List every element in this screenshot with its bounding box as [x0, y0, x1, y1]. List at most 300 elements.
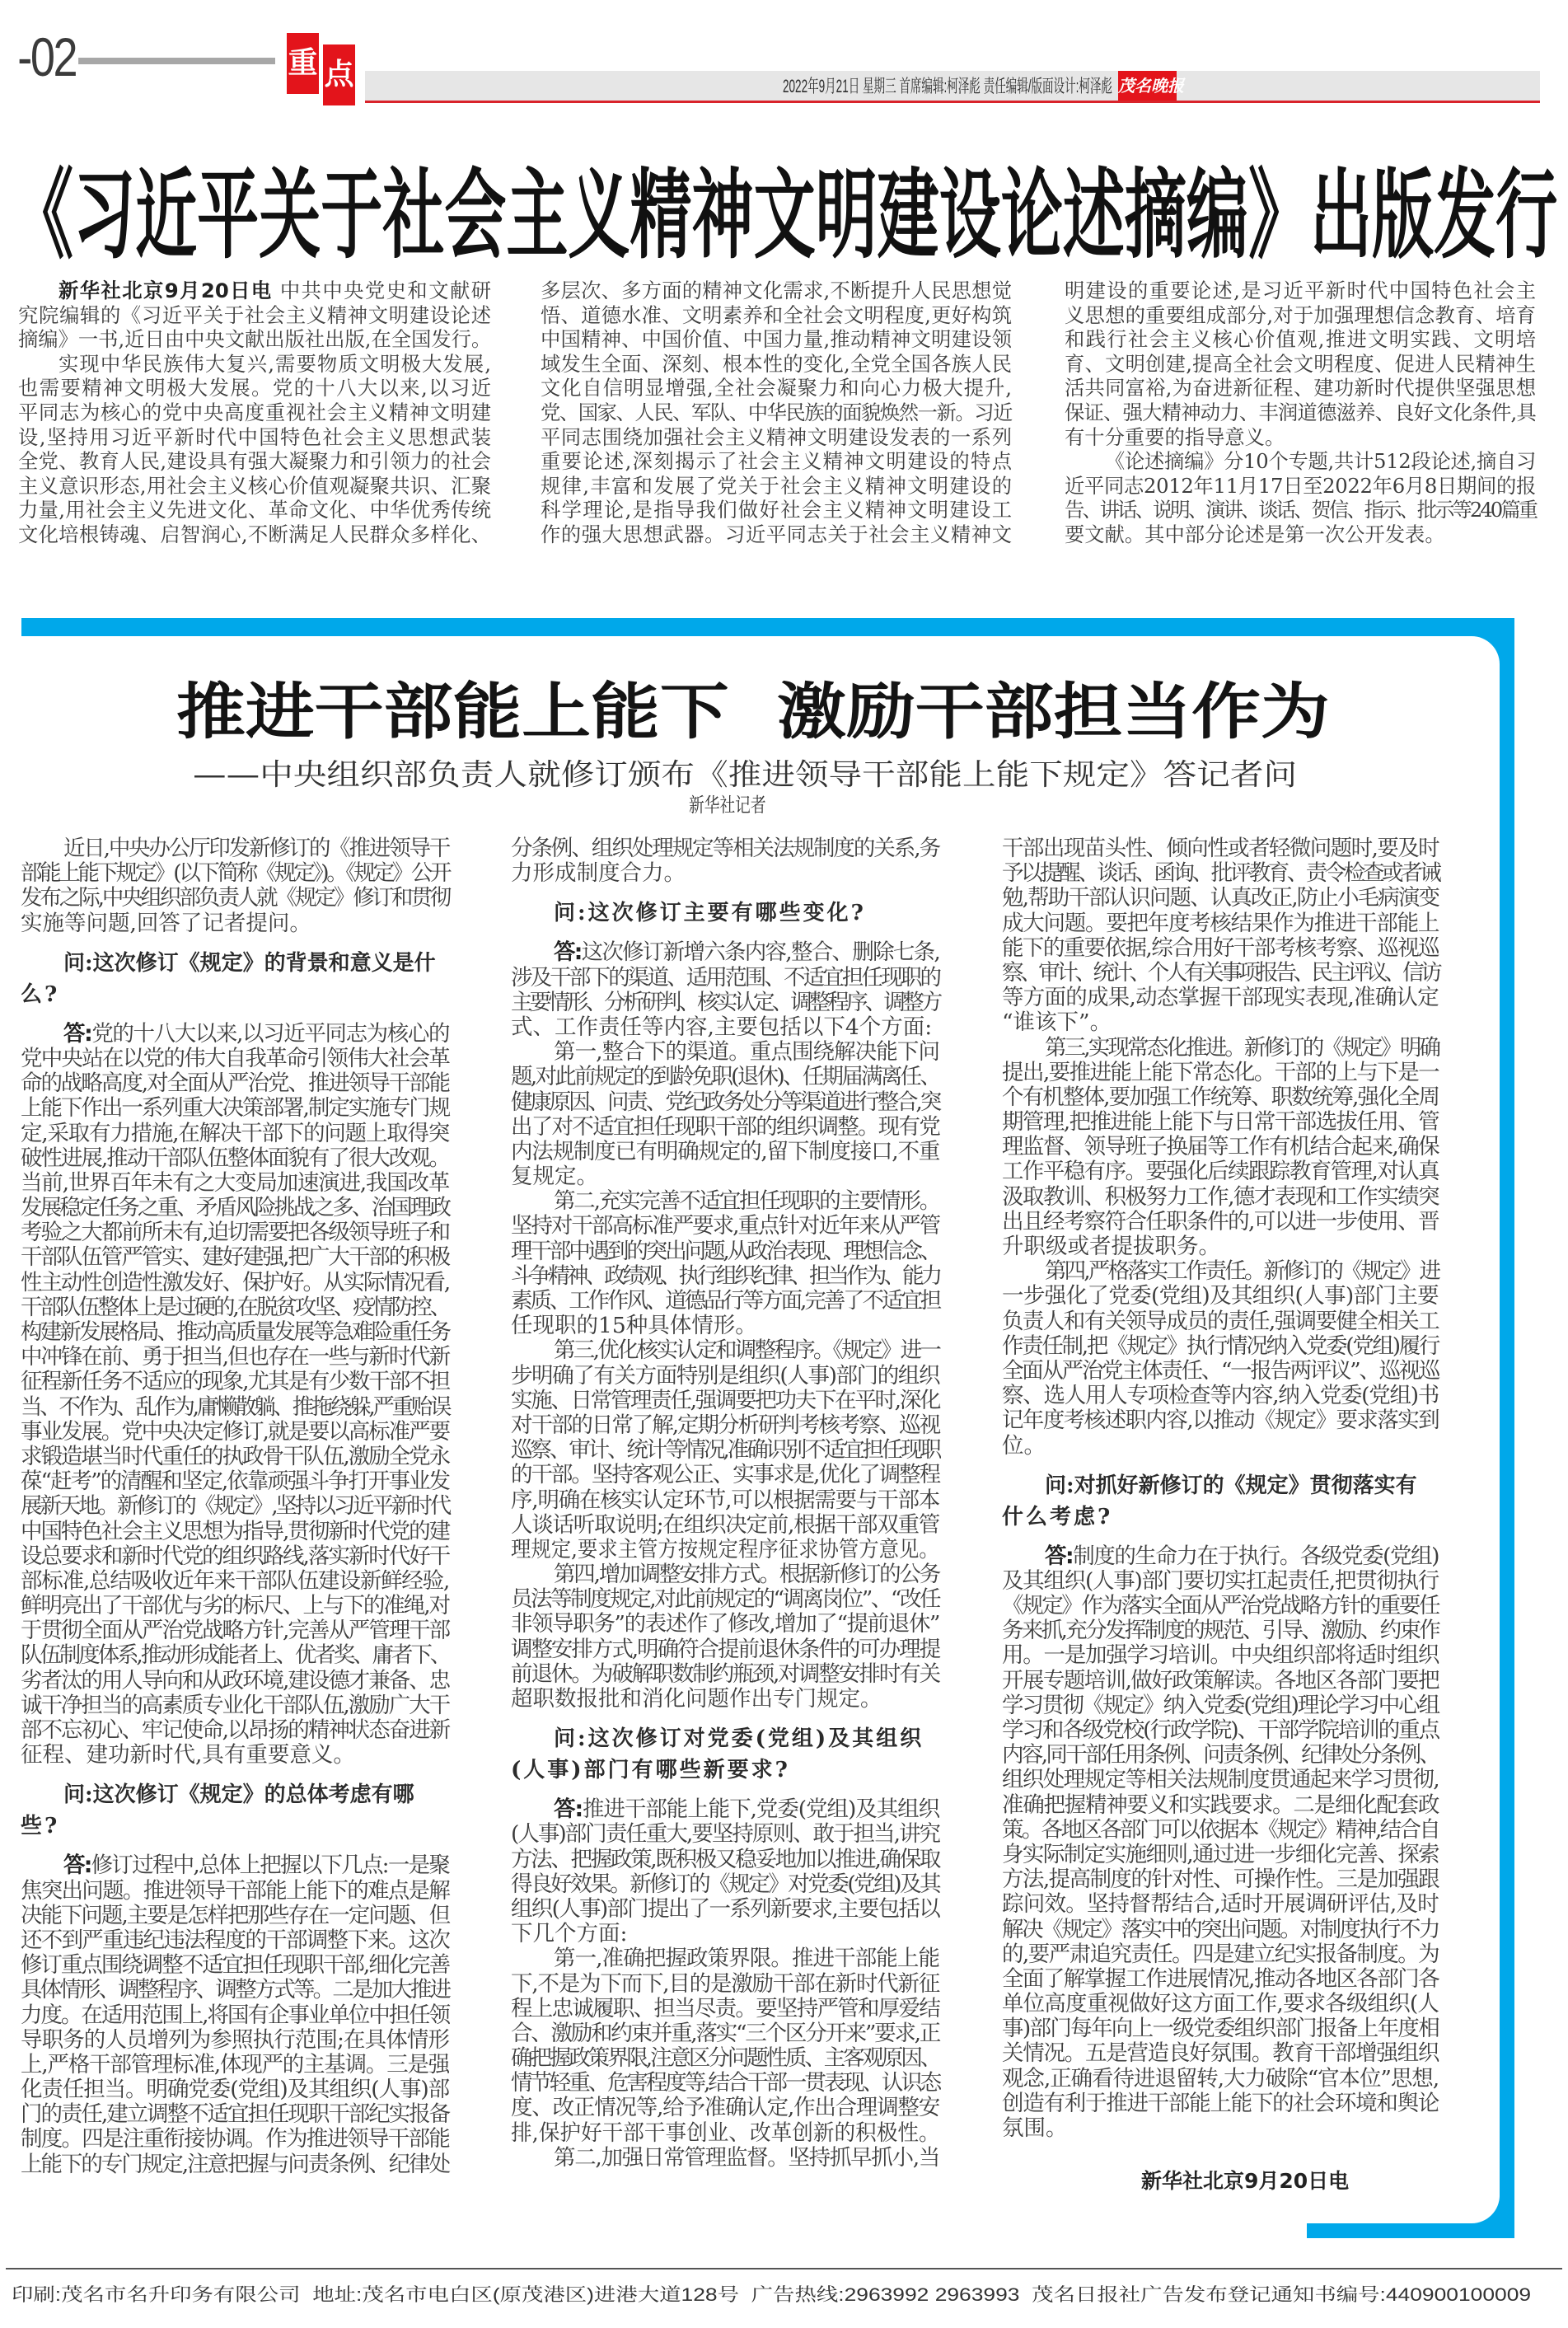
text-line-content: 得良好效果。新修订的《规定》对党委(党组)及其: [511, 1871, 939, 1897]
text-line-content: 保证、强大精神动力、丰润道德滋养、良好文化条件,具: [1065, 400, 1536, 424]
text-line-content: 任现职的15种具体情形。: [511, 1313, 757, 1339]
text-line-content: 导职务的人员增列为参照执行范围;在具体情形: [21, 2026, 449, 2053]
text-line-content: 制度的生命力在于执行。各级党委(党组): [1073, 1543, 1439, 1569]
text-line-content: 事业发展。党中央决定修订,就是要以高标准严要: [21, 1418, 449, 1445]
text-line-content: 负责人和有关领导成员的责任,强调要健全相关工: [1002, 1308, 1439, 1334]
text-line-content: 勉,帮助干部认识问题、认真改正,防止小毛病演变: [1002, 885, 1439, 911]
text-line: [1065, 425, 1536, 450]
text-line: [511, 1897, 939, 1922]
text-line: [18, 279, 491, 303]
paragraph-gap: [511, 886, 939, 897]
text-line-content: 情节轻重、危害程度等,结合干部一贯表现、认识态: [511, 2070, 939, 2096]
text-line-content: 组织(人事)部门提出了一系列新要求,主要包括以: [511, 1895, 939, 1922]
text-line: [1002, 1594, 1439, 1618]
text-line: [511, 1214, 939, 1239]
text-line: [541, 522, 1012, 547]
text-line: [541, 376, 1012, 400]
text-line-content: 展新天地。新修订的《规定》,坚持以习近平新时代: [21, 1493, 449, 1520]
text-line-content: 近日,中央办公厅印发新修订的《推进领导干: [63, 836, 449, 861]
text-line-content: 诚干净担当的高素质专业化干部队伍,激励广大干: [21, 1692, 449, 1718]
text-line-content: 《论述摘编》分10个专题,共计512段论述,摘自习: [1105, 449, 1536, 474]
text-line-content: 一步强化了党委(党组)及其组织(人事)部门主要: [1002, 1283, 1439, 1309]
text-line-content: 多层次、多方面的精神文化需求,不断提升人民思想觉: [541, 279, 1012, 302]
text-line: [1065, 327, 1536, 352]
text-line-content: 前退休。为破解职数制约瓶颈,对调整安排时有关: [511, 1661, 939, 1687]
text-line-content: 第三,优化核实认定和调整程序。《规定》进一: [554, 1337, 939, 1364]
text-line: [1002, 1185, 1439, 1210]
text-line: [511, 861, 939, 886]
text-line: [18, 498, 491, 522]
text-line: [511, 1997, 939, 2021]
article2-subheadline-text: ——中央组织部负责人就修订颁布《推进领导干部能上能下规定》答记者问: [193, 758, 1298, 792]
text-line: [511, 1848, 939, 1872]
text-line-content: 涉及干部下的渠道、适用范围、不适宜担任现职的: [511, 964, 939, 991]
text-line: [1065, 449, 1536, 474]
answer-label: 答:: [554, 1796, 583, 1823]
text-line-content: 上能下作出一系列重大决策部署,制定实施专门规: [21, 1095, 449, 1122]
text-line-content: 性主动性创造性激发好、保护好。从实际情况看,: [21, 1269, 449, 1295]
text-line: [21, 1071, 449, 1096]
text-line-content: 位。: [1002, 1432, 1046, 1459]
text-line-content: 开展专题培训,做好政策解读。各地区各部门要把: [1002, 1667, 1439, 1693]
text-line-content: 征程新任务不适应的现象,尤其是有少数干部不担: [21, 1369, 449, 1395]
text-line: [1002, 911, 1439, 936]
text-line: [18, 327, 491, 352]
text-line-content: 力度。在适用范围上,将国有企事业单位中担任领: [21, 2002, 449, 2028]
question-line: 问:这次修订对党委(党组)及其组织: [554, 1726, 924, 1752]
text-line-content: 门的责任,建立调整不适宜担任现职干部纪实报备: [21, 2101, 449, 2128]
text-line: [21, 1520, 449, 1544]
article1-column-2: [541, 279, 1012, 547]
question-line: 些?: [21, 1814, 60, 1839]
text-line-content: 合、激励和约束并重,落实“三个区分开来”要求,正: [511, 2020, 939, 2046]
paragraph-gap: [21, 1010, 449, 1022]
article2-headline: [176, 677, 1330, 747]
text-line-content: 第一,准确把握政策界限。推进干部能上能: [554, 1946, 939, 1972]
text-line: [1002, 1010, 1439, 1035]
text-line: [1002, 1234, 1439, 1259]
text-line-content: 确把握政策界限,注意区分问题性质、主客观原因、: [511, 2045, 939, 2072]
text-line-content: 明建设的重要论述,是习近平新时代中国特色社会主: [1065, 279, 1536, 302]
text-line: [511, 1389, 939, 1413]
paragraph-gap: [1002, 1459, 1439, 1470]
text-line-content: 发展稳定任务之重、矛盾风险挑战之多、治国理政: [21, 1195, 449, 1221]
text-line: [511, 2071, 939, 2096]
text-line-content: 《规定》作为落实全面从严治党战略方针的重要任: [1002, 1593, 1439, 1619]
text-line: [1002, 961, 1439, 986]
frame-bottom-border: [1307, 2223, 1514, 2238]
text-line: [511, 1687, 939, 1712]
text-line: [21, 1320, 449, 1345]
question-line: 问:这次修订《规定》的背景和意义是什: [63, 950, 436, 976]
text-line-content: 升职级或者提拔职务。: [1002, 1234, 1220, 1259]
text-line: [21, 1146, 449, 1171]
text-line: [21, 1743, 449, 1768]
text-line-content: 劣者汰的用人导向和从政环境,建设德才兼备、忠: [21, 1667, 449, 1693]
text-line: [541, 474, 1012, 499]
text-line-content: 对干部的日常了解,定期分析研判考核考察、巡视: [511, 1412, 939, 1438]
text-line-content: 理规定,要求主管方按规定程序征求协管方意见。: [511, 1536, 939, 1562]
text-line: [511, 1189, 939, 1214]
text-line: [1002, 2067, 1439, 2091]
text-line-content: 力量,用社会主义先进文化、革命文化、中华优秀传统: [18, 498, 491, 522]
text-line: [511, 1264, 939, 1289]
text-line: [21, 1171, 449, 1196]
text-line: [1002, 1159, 1439, 1184]
text-line: [511, 1239, 939, 1264]
text-line-content: 事)部门每年向上一级党委组织部门报备上年度相: [1002, 2016, 1439, 2042]
text-line-content: 活共同富裕,为奋进新征程、建功新时代提供坚强思想: [1065, 376, 1536, 400]
text-line-content: 当、不作为、乱作为,庸懒散躺、推拖绕躲,严重贻误: [21, 1394, 449, 1420]
text-line: [1002, 1309, 1439, 1334]
text-line: [511, 1438, 939, 1463]
text-line-content: 下几个方面:: [511, 1921, 628, 1947]
text-line: [541, 352, 1012, 377]
text-line-content: 化责任担当。明确党委(党组)及其组织(人事)部: [21, 2077, 449, 2103]
text-line-content: 悟、道德水准、文明素养和全社会文明程度,更好构筑: [541, 302, 1012, 327]
text-line-content: 求锻造堪当时代重任的执政骨干队伍,激励全党永: [21, 1443, 449, 1469]
text-line-content: 上,严格干部管理标准,体现严的主基调。三是强: [21, 2051, 449, 2077]
text-line-content: 员法等制度规定,对此前规定的“调离岗位”、“改任: [511, 1586, 939, 1613]
text-line: [21, 836, 449, 861]
text-line-content: 第四,严格落实工作责任。新修订的《规定》进: [1045, 1258, 1439, 1285]
text-line: [541, 303, 1012, 328]
text-line-content: 记年度考核述职内容,以推动《规定》要求落实到: [1002, 1408, 1439, 1434]
text-line: [1065, 279, 1536, 303]
article2-column-1: [21, 836, 449, 2177]
text-line: [21, 1928, 449, 1953]
text-line: [21, 1669, 449, 1693]
section-tag-char-2: 点: [323, 44, 355, 105]
question-line: 问:这次修订主要有哪些变化?: [554, 901, 866, 926]
text-line-content: 域发生全面、深刻、根本性的变化,全党全国各族人民: [541, 351, 1012, 376]
text-line: [1002, 2017, 1439, 2041]
text-line-content: 部能上能下规定》(以下简称《规定》)。《规定》公开: [21, 860, 449, 887]
text-line-content: 理监督、领导班子换届等工作有机结合起来,确保: [1002, 1134, 1439, 1160]
text-line-content: 还不到严重违纪违法程度的干部调整下来。这次: [21, 1927, 449, 1953]
text-line: [1002, 1992, 1439, 2017]
text-line-content: 察、审计、统计、个人有关事项报告、民主评议、信访: [1002, 959, 1439, 986]
text-line: [1002, 1618, 1439, 1643]
text-line-content: 程上忠诚履职、担当尽责。要坚持严管和厚爱结: [511, 1995, 939, 2021]
text-line: [1065, 522, 1536, 547]
text-line: [18, 352, 491, 377]
text-line: [1002, 1967, 1439, 1992]
text-line-content: 创造有利于推进干部能上能下的社会环境和舆论: [1002, 2090, 1439, 2116]
text-line-content: 于贯彻全面从严治党战略方针,完善从严管理干部: [21, 1618, 449, 1644]
text-line: [511, 1314, 939, 1338]
text-line-content: 调整安排方式,明确符合提前退休条件的可办理提: [511, 1636, 939, 1662]
text-line: [1065, 352, 1536, 377]
question-line: 问:这次修订《规定》的总体考虑有哪: [63, 1782, 414, 1808]
article2-column-3: [1002, 836, 1439, 2141]
text-line-content: 葆“赶考”的清醒和坚定,依靠顽强斗争打开事业发: [21, 1468, 449, 1495]
text-line: [1002, 1544, 1439, 1569]
text-line-content: 干部队伍管严管实、建好建强,把广大干部的积极: [21, 1244, 449, 1271]
text-line-content: 踪问效。坚持督帮结合,适时开展调研评估,及时: [1002, 1891, 1439, 1918]
text-line: [21, 1853, 449, 1878]
text-line: [21, 1196, 449, 1220]
text-line-content: 个有机整体,要加强工作统筹、职数统筹,强化全周: [1002, 1084, 1439, 1110]
text-line-content: 近平同志2012年11月17日至2022年6月8日期间的报: [1065, 473, 1536, 498]
text-line: [1002, 1918, 1439, 1942]
text-line: [21, 1618, 449, 1643]
text-line: [21, 2028, 449, 2053]
text-line: [18, 303, 491, 328]
text-line: [511, 1922, 939, 1946]
text-line: [511, 1090, 939, 1115]
text-line: [511, 1536, 939, 1562]
text-line: [21, 1718, 449, 1743]
text-line: [21, 1395, 449, 1420]
text-line: [1002, 1210, 1439, 1234]
text-line-content: 组织处理规定等相关法规制度贯通起来学习贯彻,: [1002, 1767, 1439, 1793]
text-line-content: 究院编辑的《习近平关于社会主义精神文明建设论述: [18, 302, 491, 327]
text-line-content: 党、国家、人民、军队、中华民族的面貌焕然一新。习近: [541, 400, 1012, 424]
text-line: [1002, 1110, 1439, 1135]
text-line: [511, 1587, 939, 1612]
text-line-content: 身实际制定实施细则,通过进一步细化完善、探索: [1002, 1841, 1439, 1867]
text-line-content: (人事)部门责任重大,要坚持原则、敢于担当,讲究: [511, 1821, 939, 1848]
text-line: [1002, 1434, 1439, 1459]
text-line-content: 修订重点围绕调整不适宜担任现职干部,细化完善: [21, 1952, 449, 1979]
text-line-content: 解决《规定》落实中的突出问题。对制度执行不力: [1002, 1916, 1439, 1942]
question-line: 什么考虑?: [1002, 1504, 1113, 1529]
text-line: [541, 425, 1012, 450]
article1-column-1: [18, 279, 491, 547]
paragraph-gap: [511, 1786, 939, 1797]
text-line-content: 全面从严治党主体责任、“一报告两评议”、巡视巡: [1002, 1357, 1439, 1384]
text-line-content: 等方面的成果,动态掌握干部现实表现,准确认定: [1002, 985, 1439, 1011]
article1-column-3: [1065, 279, 1536, 547]
paragraph-gap: [1002, 1533, 1439, 1544]
text-line-content: 部标准,总结吸收近年来干部队伍建设新鲜经验,: [21, 1567, 449, 1594]
paragraph-gap: [21, 1842, 449, 1853]
text-line: [511, 1488, 939, 1513]
text-line-content: 育、文明创建,提高全社会文明程度、促进人民精神生: [1065, 351, 1536, 376]
text-line: [21, 1345, 449, 1370]
text-line-content: 工作平稳有序。要强化后续跟踪教育管理,对认真: [1002, 1159, 1439, 1185]
text-line: [21, 1643, 449, 1668]
text-line-content: 有十分重要的指导意义。: [1065, 424, 1285, 449]
text-line: [1002, 1284, 1439, 1309]
page-number: -02: [15, 30, 78, 84]
text-line: [21, 1978, 449, 2002]
text-line-content: 干部出现苗头性、倾向性或者轻微问题时,要及时: [1002, 836, 1439, 861]
text-line: [511, 1946, 939, 1971]
text-line: [511, 1797, 939, 1822]
text-line-content: 平同志围绕加强社会主义精神文明建设发表的一系列: [541, 424, 1012, 449]
text-line: [511, 1140, 939, 1164]
answer-label: 答:: [63, 1853, 91, 1879]
paragraph-gap: [511, 1712, 939, 1723]
text-line: [1002, 1942, 1439, 1967]
text-line: [1065, 303, 1536, 328]
text-line-content: 全面了解掌握工作进展情况,推动各地区各部门各: [1002, 1965, 1439, 1992]
text-line: [21, 1469, 449, 1494]
text-line-content: 的干部。坚持客观公正、实事求是,优化了调整程: [511, 1462, 939, 1488]
text-line-content: 题,对此前规定的到龄免职(退休)、任期届满离任、: [511, 1064, 939, 1090]
answer-label: 答:: [63, 1020, 92, 1047]
question-line: (人事)部门有哪些新要求?: [511, 1758, 790, 1783]
text-line-content: “谁该下”。: [1002, 1009, 1112, 1036]
text-line: [1002, 1135, 1439, 1159]
text-line: [21, 1420, 449, 1445]
text-line: [511, 2120, 940, 2146]
text-line: [1065, 400, 1536, 425]
text-line: [21, 1220, 449, 1245]
text-line-content: 方法、把握政策,既积极又稳妥地加以推进,确保取: [511, 1846, 939, 1872]
text-line: [511, 2046, 939, 2071]
text-line: [511, 2021, 939, 2046]
text-line: [511, 2096, 939, 2120]
text-line: [21, 1096, 449, 1121]
lead-dateline: 新华社北京9月20日电: [59, 279, 273, 302]
text-line: [18, 425, 491, 450]
text-line: [511, 1065, 939, 1089]
text-line-content: 作的强大思想武器。习近平同志关于社会主义精神文: [541, 522, 1012, 546]
text-line-content: 中国精神、中国价值、中国力量,推动精神文明建设领: [541, 327, 1012, 352]
answer-label: 答:: [1045, 1543, 1074, 1569]
text-line-content: 党中央站在以党的伟大自我革命引领伟大社会革: [21, 1045, 449, 1071]
text-line-content: 分条例、组织处理规定等相关法规制度的关系,务: [511, 836, 939, 861]
text-line-content: 重要论述,深刻揭示了社会主义精神文明建设的特点: [541, 449, 1012, 474]
text-line-content: 实施等问题,回答了记者提问。: [21, 910, 311, 936]
text-line: [21, 1693, 449, 1718]
text-line-content: 关情况。五是营造良好氛围。教育干部增强组织: [1002, 2040, 1439, 2067]
text-line: [1002, 1669, 1439, 1693]
text-line: [511, 1972, 939, 1997]
text-line: [511, 1040, 939, 1065]
text-line-content: 文化培根铸魂、启智润心,不断满足人民群众多样化、: [18, 522, 491, 546]
text-line-content: 内容,同干部任用条例、问责条例、纪律处分条例、: [1002, 1742, 1439, 1768]
text-line: [18, 400, 491, 425]
text-line: [1002, 2041, 1439, 2066]
text-line: [511, 1338, 939, 1363]
text-line-content: 学习和各级党校(行政学院)、干部学院培训的重点: [1002, 1717, 1439, 1743]
text-line: [21, 1370, 449, 1394]
footer-imprint: [12, 2283, 1532, 2307]
text-line-content: 学习贯彻《规定》纳入党委(党组)理论学习中心组: [1002, 1692, 1439, 1718]
article2-byline-text: 新华社记者: [689, 794, 766, 817]
text-line-content: 修订过程中,总体上把握以下几点:一是聚: [91, 1853, 449, 1879]
text-line: [541, 449, 1012, 474]
text-line: [1002, 1061, 1439, 1085]
text-line: [21, 1022, 449, 1047]
text-line: [1002, 1334, 1439, 1359]
text-line: [21, 1122, 449, 1146]
text-line: [511, 1164, 939, 1189]
text-line: [21, 1594, 449, 1618]
text-line-content: 提出,要推进能上能下常态化。干部的上与下是一: [1002, 1059, 1439, 1085]
text-line: [1065, 376, 1536, 400]
text-line: [1002, 1743, 1439, 1768]
text-line-content: 告、讲话、说明、演讲、谈话、贺信、指示、批示等240篇重: [1065, 498, 1536, 522]
text-line-content: 部不忘初心、牢记使命,以昂扬的精神状态奋进新: [21, 1717, 449, 1743]
text-line: [511, 1115, 939, 1140]
text-line: [21, 1953, 449, 1978]
text-line-content: 理干部中遇到的突出问题,从政治表现、理想信念、: [511, 1238, 939, 1264]
text-line-content: 义思想的重要组成部分,对于加强理想信念教育、培育: [1065, 302, 1536, 327]
text-line-content: 氛围。: [1002, 2115, 1068, 2141]
paragraph-gap: [21, 1768, 449, 1779]
text-line-content: 鲜明亮出了干部优与劣的标尺、上与下的准绳,对: [21, 1593, 449, 1619]
frame-right-border: [1500, 618, 1514, 2238]
text-line-content: 方法,提高制度的针对性、可操作性。三是加强跟: [1002, 1867, 1439, 1893]
text-line: [21, 1271, 449, 1295]
text-line: [511, 991, 939, 1015]
text-line-content: 命的战略高度,对全面从严治党、推进领导干部能: [21, 1070, 449, 1097]
text-line-content: 序,明确在核实认定环节,可以根据需要与干部本: [511, 1487, 939, 1513]
text-line-content: 出且经考察符合任职条件的,可以进一步使用、晋: [1002, 1208, 1439, 1234]
text-line: [1002, 1892, 1439, 1917]
text-line-content: 科学理论,是指导我们做好社会主义精神文明建设工: [541, 498, 1012, 522]
text-line: [21, 1047, 449, 1071]
text-line: [511, 2146, 939, 2171]
text-line: [18, 449, 491, 474]
text-line-content: 队伍制度体系,推动形成能者上、优者奖、庸者下、: [21, 1642, 449, 1669]
article2-signoff: 新华社北京9月20日电: [1141, 2169, 1350, 2193]
text-line-content: 中冲锋在前、勇于担当,但也存在一些与新时代新: [21, 1344, 449, 1370]
text-line-content: 主要情形、分析研判、核实认定、调整程序、调整方: [511, 989, 939, 1015]
text-line: [1002, 1867, 1439, 1892]
text-line-content: 征程、建功新时代,具有重要意义。: [21, 1742, 355, 1768]
text-line: [21, 2127, 449, 2152]
text-line-content: 规律,丰富和发展了党关于社会主义精神文明建设的: [541, 473, 1012, 498]
text-line: [511, 1513, 939, 1538]
text-line: [21, 1245, 449, 1270]
text-line: [541, 279, 1012, 303]
text-line-content: 全党、教育人民,建设具有强大凝聚力和引领力的社会: [18, 449, 491, 474]
text-line-content: 度、改正情况等,给予准确认定,作出合理调整安: [511, 2095, 939, 2121]
question-line: 么?: [21, 981, 60, 1007]
text-line-content: 实现中华民族伟大复兴,需要物质文明极大发展,: [59, 351, 491, 376]
text-line: [1002, 1259, 1439, 1284]
text-line-content: 第三,实现常态化推进。新修订的《规定》明确: [1045, 1034, 1439, 1061]
text-line-content: 观念,正确看待进退留转,大力破除“官本位”思想,: [1002, 2065, 1439, 2091]
text-line-content: 第二,充实完善不适宜担任现职的主要情形。: [554, 1188, 939, 1215]
text-line: [511, 836, 939, 861]
text-line: [511, 1612, 939, 1637]
text-line-content: 考验之大都前所未有,迫切需要把各级领导班子和: [21, 1220, 449, 1246]
question-line: 问:对抓好新修订的《规定》贯彻落实有: [1045, 1473, 1417, 1498]
text-line-content: 期管理,把推进能上能下与日常干部选拔任用、管: [1002, 1109, 1439, 1136]
text-line-content: 务来抓,充分发挥制度的规范、引导、激励、约束作: [1002, 1618, 1439, 1644]
text-line-content: 式、工作责任等内容,主要包括以下4个方面:: [511, 1014, 933, 1040]
newspaper-logo: 茂名晚报: [1118, 71, 1177, 101]
text-line: [21, 1879, 449, 1904]
article2-subheadline: [193, 758, 1298, 793]
text-line-content: 复规定。: [511, 1164, 598, 1190]
text-line: [1002, 836, 1439, 861]
text-line-content: 决能下问题,主要是怎样把那些存在一定问题、但: [21, 1902, 449, 1928]
text-line: [511, 1822, 939, 1847]
footer-rule: [6, 2268, 1562, 2269]
text-line: [1002, 1768, 1439, 1792]
text-line: [511, 940, 939, 965]
text-line-content: 巡察、审计、统计等情况,准确识别不适宜担任现职: [511, 1437, 939, 1464]
text-line: [1002, 1085, 1439, 1110]
text-line-content: 主义意识形态,用社会主义核心价值观凝聚共识、汇聚: [18, 473, 491, 498]
text-line: [1002, 2091, 1439, 2116]
text-line: [511, 1872, 939, 1897]
text-line: [21, 2102, 449, 2127]
paragraph-gap: [21, 936, 449, 948]
text-line: [21, 911, 449, 936]
text-line-content: 超职数报批和消化问题作出专门规定。: [511, 1686, 882, 1712]
text-line-content: 策。各地区各部门可以依据本《规定》精神,结合自: [1002, 1816, 1439, 1843]
text-line-content: 党的十八大以来,以习近平同志为核心的: [91, 1020, 449, 1047]
